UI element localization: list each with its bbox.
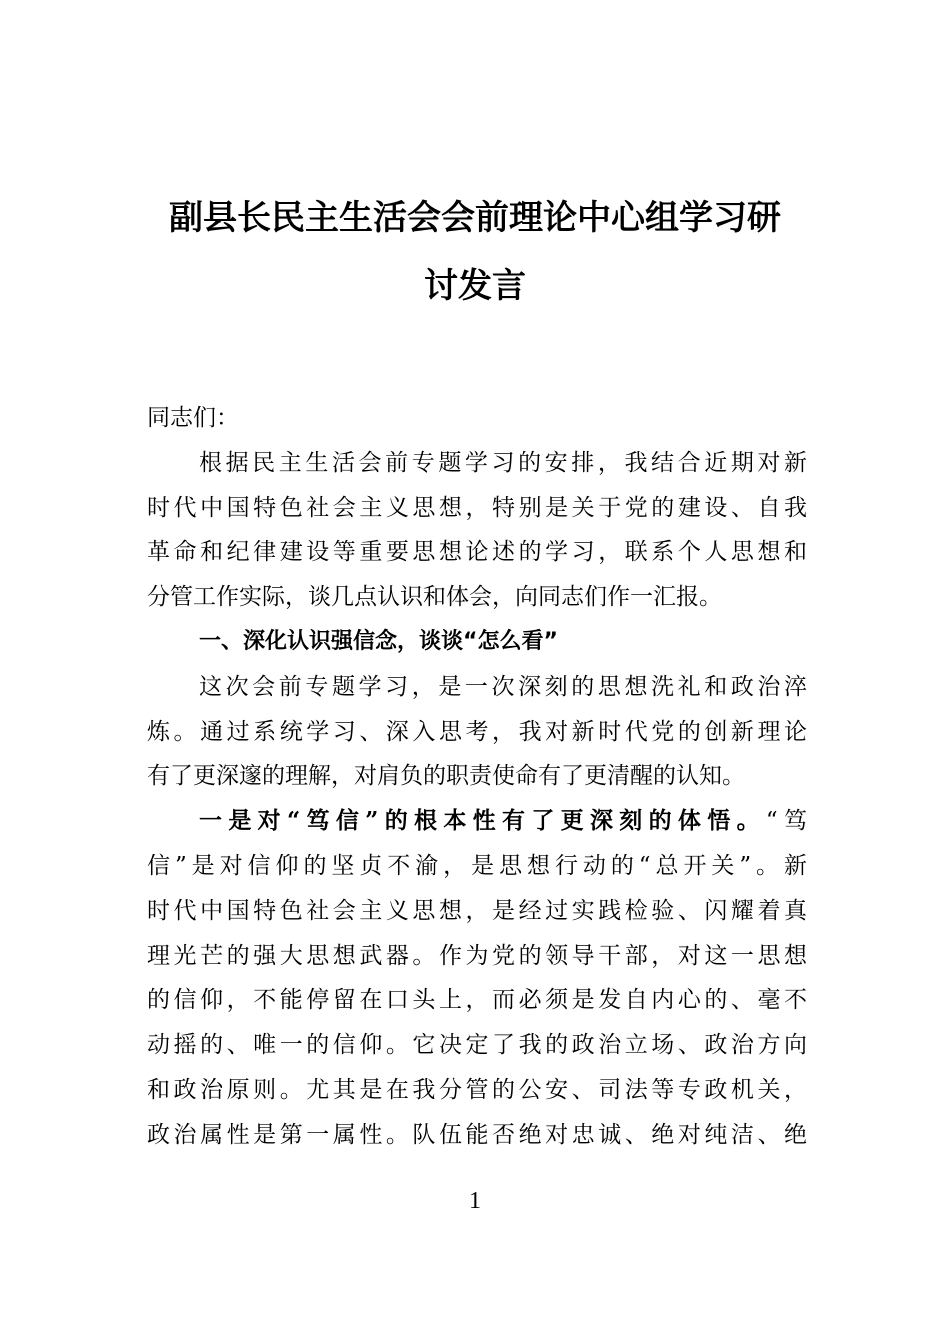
paragraph-line: 理光芒的强大思想武器。作为党的领导干部，对这一思想 — [147, 942, 807, 969]
paragraph-line: 这次会前专题学习，是一次深刻的思想洗礼和政治淬 — [199, 673, 807, 700]
paragraph-line: 的信仰，不能停留在口头上，而必须是发自内心的、毫不 — [147, 987, 807, 1014]
paragraph-line: 政治属性是第一属性。队伍能否绝对忠诚、绝对纯洁、绝 — [147, 1121, 807, 1148]
paragraph-line: 信”是对信仰的坚贞不渝，是思想行动的“总开关”。新 — [147, 852, 807, 879]
paragraph-line: 时代中国特色社会主义思想，是经过实践检验、闪耀着真 — [147, 897, 807, 924]
paragraph-line: 时代中国特色社会主义思想，特别是关于党的建设、自我 — [147, 494, 807, 521]
paragraph-line: 炼。通过系统学习、深入思考，我对新时代党的创新理论 — [147, 718, 807, 745]
paragraph-line: 革命和纪律建设等重要思想论述的学习，联系个人思想和 — [147, 539, 807, 566]
document-body — [147, 396, 807, 1158]
paragraph-line: 动摇的、唯一的信仰。它决定了我的政治立场、政治方向 — [147, 1032, 807, 1059]
document-title-line-2: 讨发言 — [424, 266, 526, 306]
point-heading: 一是对“笃信”的根本性有了更深刻的体悟。 — [199, 807, 766, 835]
point-first-line — [147, 799, 807, 844]
paragraph-line: 根据民主生活会前专题学习的安排，我结合近期对新 — [199, 449, 807, 476]
paragraph-line: 有了更深邃的理解，对肩负的职责使命有了更清醒的认知。 — [147, 763, 745, 790]
salutation: 同志们： — [147, 405, 239, 431]
point-text: “笃 — [765, 808, 807, 835]
section-heading: 一、深化认识强信念，谈谈“怎么看” — [199, 628, 558, 654]
paragraph-line: 和政治原则。尤其是在我分管的公安、司法等专政机关， — [147, 1076, 807, 1103]
paragraph-line: 分管工作实际，谈几点认识和体会，向同志们作一汇报。 — [147, 584, 722, 611]
document-title-line-1: 副县长民主生活会会前理论中心组学习研 — [169, 198, 781, 238]
page-number: 1 — [469, 1188, 481, 1214]
